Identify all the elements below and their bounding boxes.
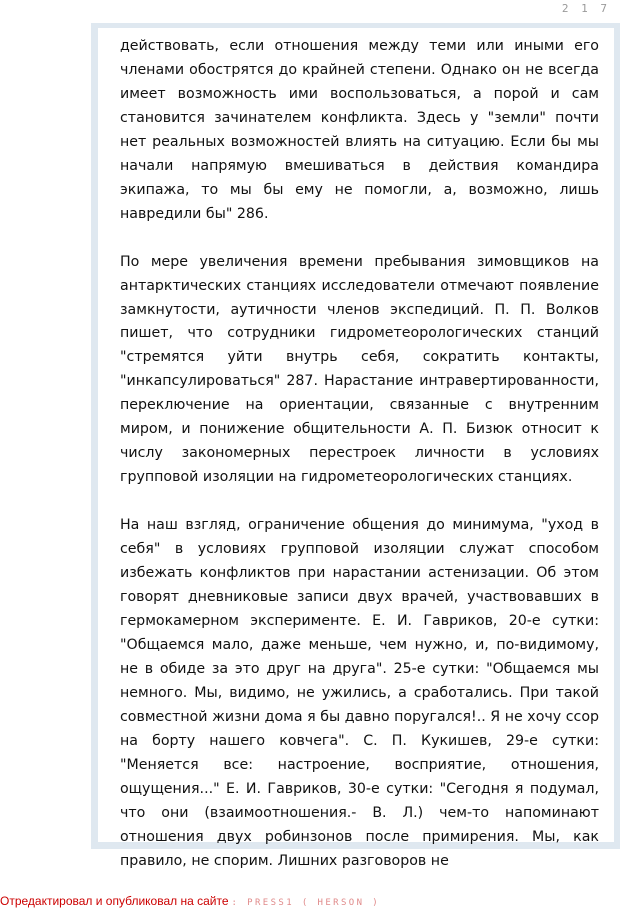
page-number: 2 1 7 <box>561 2 610 15</box>
footer-brand: : PRESS1 ( HERSON ) <box>231 898 381 908</box>
footer-text: Отредактировал и опубликовал на сайте <box>0 894 229 908</box>
paragraph-2: По мере увеличения времени пребывания зимовщиков на антарктических станциях исследователи отмечают появление замкнутости, аутичности членов экспедиций. П. П. Волков пишет, что сотрудники гидрометеорологических станций "стремятся уйти внутрь себя, сократить контакты, "инкапсулироваться" 287. Нарастание интравертированности, переключение на ориентации, связанные с внутренним миром, и понижение общительности А. П. Бизюк относит к числу закономерных перестроек личности в условиях групповой изоляции на гидрометеорологических станциях. <box>120 253 599 486</box>
page-content <box>120 35 599 897</box>
paragraph-3: На наш взгляд, ограничение общения до минимума, "уход в себя" в условиях групповой изоляции служат способом избежать конфликтов при нарастании астенизации. Об этом говорят дневниковые записи двух врачей, участвовавших в гермокамерном эксперименте. Е. И. Гавриков, 20-е сутки: "Общаемся мало, даже меньше, чем нужно, и, по-видимому, не в обиде за это друг на друга". 25-е сутки: "Общаемся мы немного. Мы, видимо, не ужились, а сработались. При такой совместной жизни дома я бы давно поругался!.. Я не хочу ссор на борту нашего ковчега". С. П. Кукишев, 29-е сутки: "Меняется все: настроение, восприятие, отношения, ощущения..." Е. И. Гавриков, 30-е сутки: "Сегодня я подумал, что они (взаимоотношения.- В. Л.) чем-то напоминают отношения двух робинзонов после примирения. Мы, как правило, не спорим. Лишних разговоров не <box>120 517 599 869</box>
paragraph-1: действовать, если отношения между теми или иными его членами обострятся до крайней степени. Однако он не всегда имеет возможность ими воспользоваться, а порой и сам становится зачинателем конфликта. Здесь у "земли" почти нет реальных возможностей влиять на ситуацию. Если бы мы начали напрямую вмешиваться в действия командира экипажа, то мы бы ему не помогли, а, возможно, лишь навредили бы" 286. <box>120 38 599 222</box>
footer-credit <box>0 894 380 908</box>
